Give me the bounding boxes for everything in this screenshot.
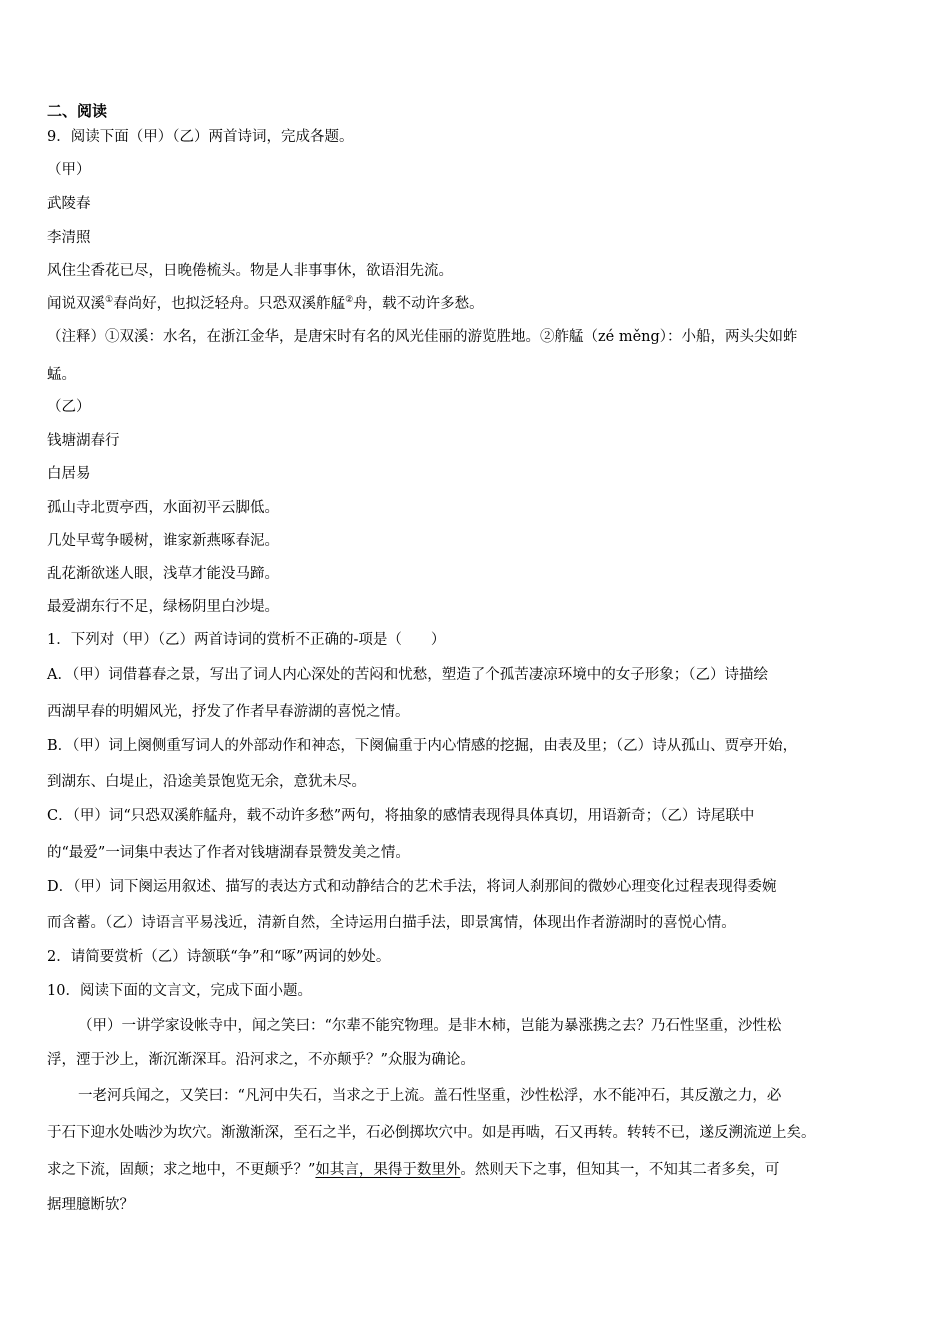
passage-para-2-line-3-a: 求之下流，固颠；求之地中，不更颠乎？” — [47, 1162, 316, 1178]
annotation-line-2: 蜢。 — [47, 367, 76, 383]
poem-jia-line-2 — [47, 294, 907, 314]
poem-jia-line-2-b: 春尚好，也拟泛轻舟。只恐双溪舴艋 — [113, 296, 346, 312]
passage-para-2-line-4: 据理臆断欤？ — [47, 1197, 134, 1213]
passage-para-2-line-3-b: 。然则天下之事，但知其一，不知其二者多矣，可 — [460, 1162, 780, 1178]
sub-question-2: 2．请简要赏析（乙）诗颔联“争”和“啄”两词的妙处。 — [47, 949, 391, 965]
poem-yi-title: 钱塘湖春行 — [47, 433, 120, 449]
passage-para-2-line-1: 一老河兵闻之，又笑曰：“凡河中失石，当求之于上流。盖石性坚重，沙性松浮，水不能冲石，其反激之力，必 — [78, 1088, 782, 1104]
option-b-line-2: 到湖东、白堤止，沿途美景饱览无余，意犹未尽。 — [47, 774, 366, 790]
poem-jia-title: 武陵春 — [47, 196, 91, 212]
poem-jia-label: （甲） — [47, 162, 91, 178]
passage-jia-line-2: 浮，湮于沙上，渐沉渐深耳。沿河求之，不亦颠乎？”众服为确论。 — [47, 1052, 475, 1068]
poem-yi-line-3: 乱花渐欲迷人眼，浅草才能没马蹄。 — [47, 566, 279, 582]
annotation-line-1: （注释）①双溪：水名，在浙江金华，是唐宋时有名的风光佳丽的游览胜地。②舴艋（zé měng）：小船，两头尖如蚱 — [47, 329, 798, 345]
poem-yi-line-4: 最爱湖东行不足，绿杨阴里白沙堤。 — [47, 599, 279, 615]
poem-jia-line-2-a: 闻说双溪 — [47, 296, 105, 312]
poem-yi-author: 白居易 — [47, 466, 91, 482]
question-10-prompt: 10．阅读下面的文言文，完成下面小题。 — [47, 983, 312, 999]
option-c-line-1: C．（甲）词“只恐双溪舴艋舟，载不动许多愁”两句，将抽象的感情表现得具体真切，用语新奇；（乙）诗尾联中 — [47, 808, 755, 824]
passage-jia-line-1: （甲）一讲学家设帐寺中，闻之笑曰：“尔辈不能究物理。是非木柿，岂能为暴涨携之去？乃石性坚重，沙性松 — [78, 1018, 782, 1034]
option-b-line-1: B．（甲）词上阕侧重写词人的外部动作和神态，下阕偏重于内心情感的挖掘，由表及里；（乙）诗从孤山、贾亭开始， — [47, 738, 798, 754]
option-d-line-2: 而含蓄。（乙）诗语言平易浅近，清新自然，全诗运用白描手法，即景寓情，体现出作者游湖时的喜悦心情。 — [47, 915, 736, 931]
footnote-marker-1: ① — [105, 295, 114, 306]
question-9-prompt: 9．阅读下面（甲）（乙）两首诗词，完成各题。 — [47, 129, 354, 145]
sub-question-1: 1．下列对（甲）（乙）两首诗词的赏析不正确的-项是（ ） — [47, 632, 446, 648]
poem-yi-line-1: 孤山寺北贾亭西，水面初平云脚低。 — [47, 500, 279, 516]
poem-jia-line-2-c: 舟，载不动许多愁。 — [353, 296, 484, 312]
underlined-sentence: 如其言，果得于数里外 — [315, 1162, 461, 1178]
passage-para-2-line-3 — [47, 1160, 907, 1180]
option-a-line-2: 西湖早春的明媚风光，抒发了作者早春游湖的喜悦之情。 — [47, 704, 410, 720]
option-c-line-2: 的“最爱”一词集中表达了作者对钱塘湖春景赞发美之情。 — [47, 845, 410, 861]
passage-para-2-line-2: 于石下迎水处啮沙为坎穴。渐激渐深，至石之半，石必倒掷坎穴中。如是再啮，石又再转。转转不已，遂反溯流逆上矣。 — [47, 1125, 816, 1141]
poem-yi-label: （乙） — [47, 399, 91, 415]
option-a-line-1: A．（甲）词借暮春之景，写出了词人内心深处的苦闷和忧愁，塑造了个孤苦凄凉环境中的女子形象；（乙）诗描绘 — [47, 667, 768, 683]
section-title: 二、阅读 — [47, 102, 108, 120]
footnote-marker-2: ② — [345, 295, 354, 306]
poem-jia-author: 李清照 — [47, 230, 91, 246]
option-d-line-1: D．（甲）词下阕运用叙述、描写的表达方式和动静结合的艺术手法，将词人刹那间的微妙心理变化过程表现得委婉 — [47, 879, 777, 895]
poem-jia-line-1: 风住尘香花已尽，日晚倦梳头。物是人非事事休，欲语泪先流。 — [47, 263, 453, 279]
poem-yi-line-2: 几处早莺争暖树，谁家新燕啄春泥。 — [47, 533, 279, 549]
